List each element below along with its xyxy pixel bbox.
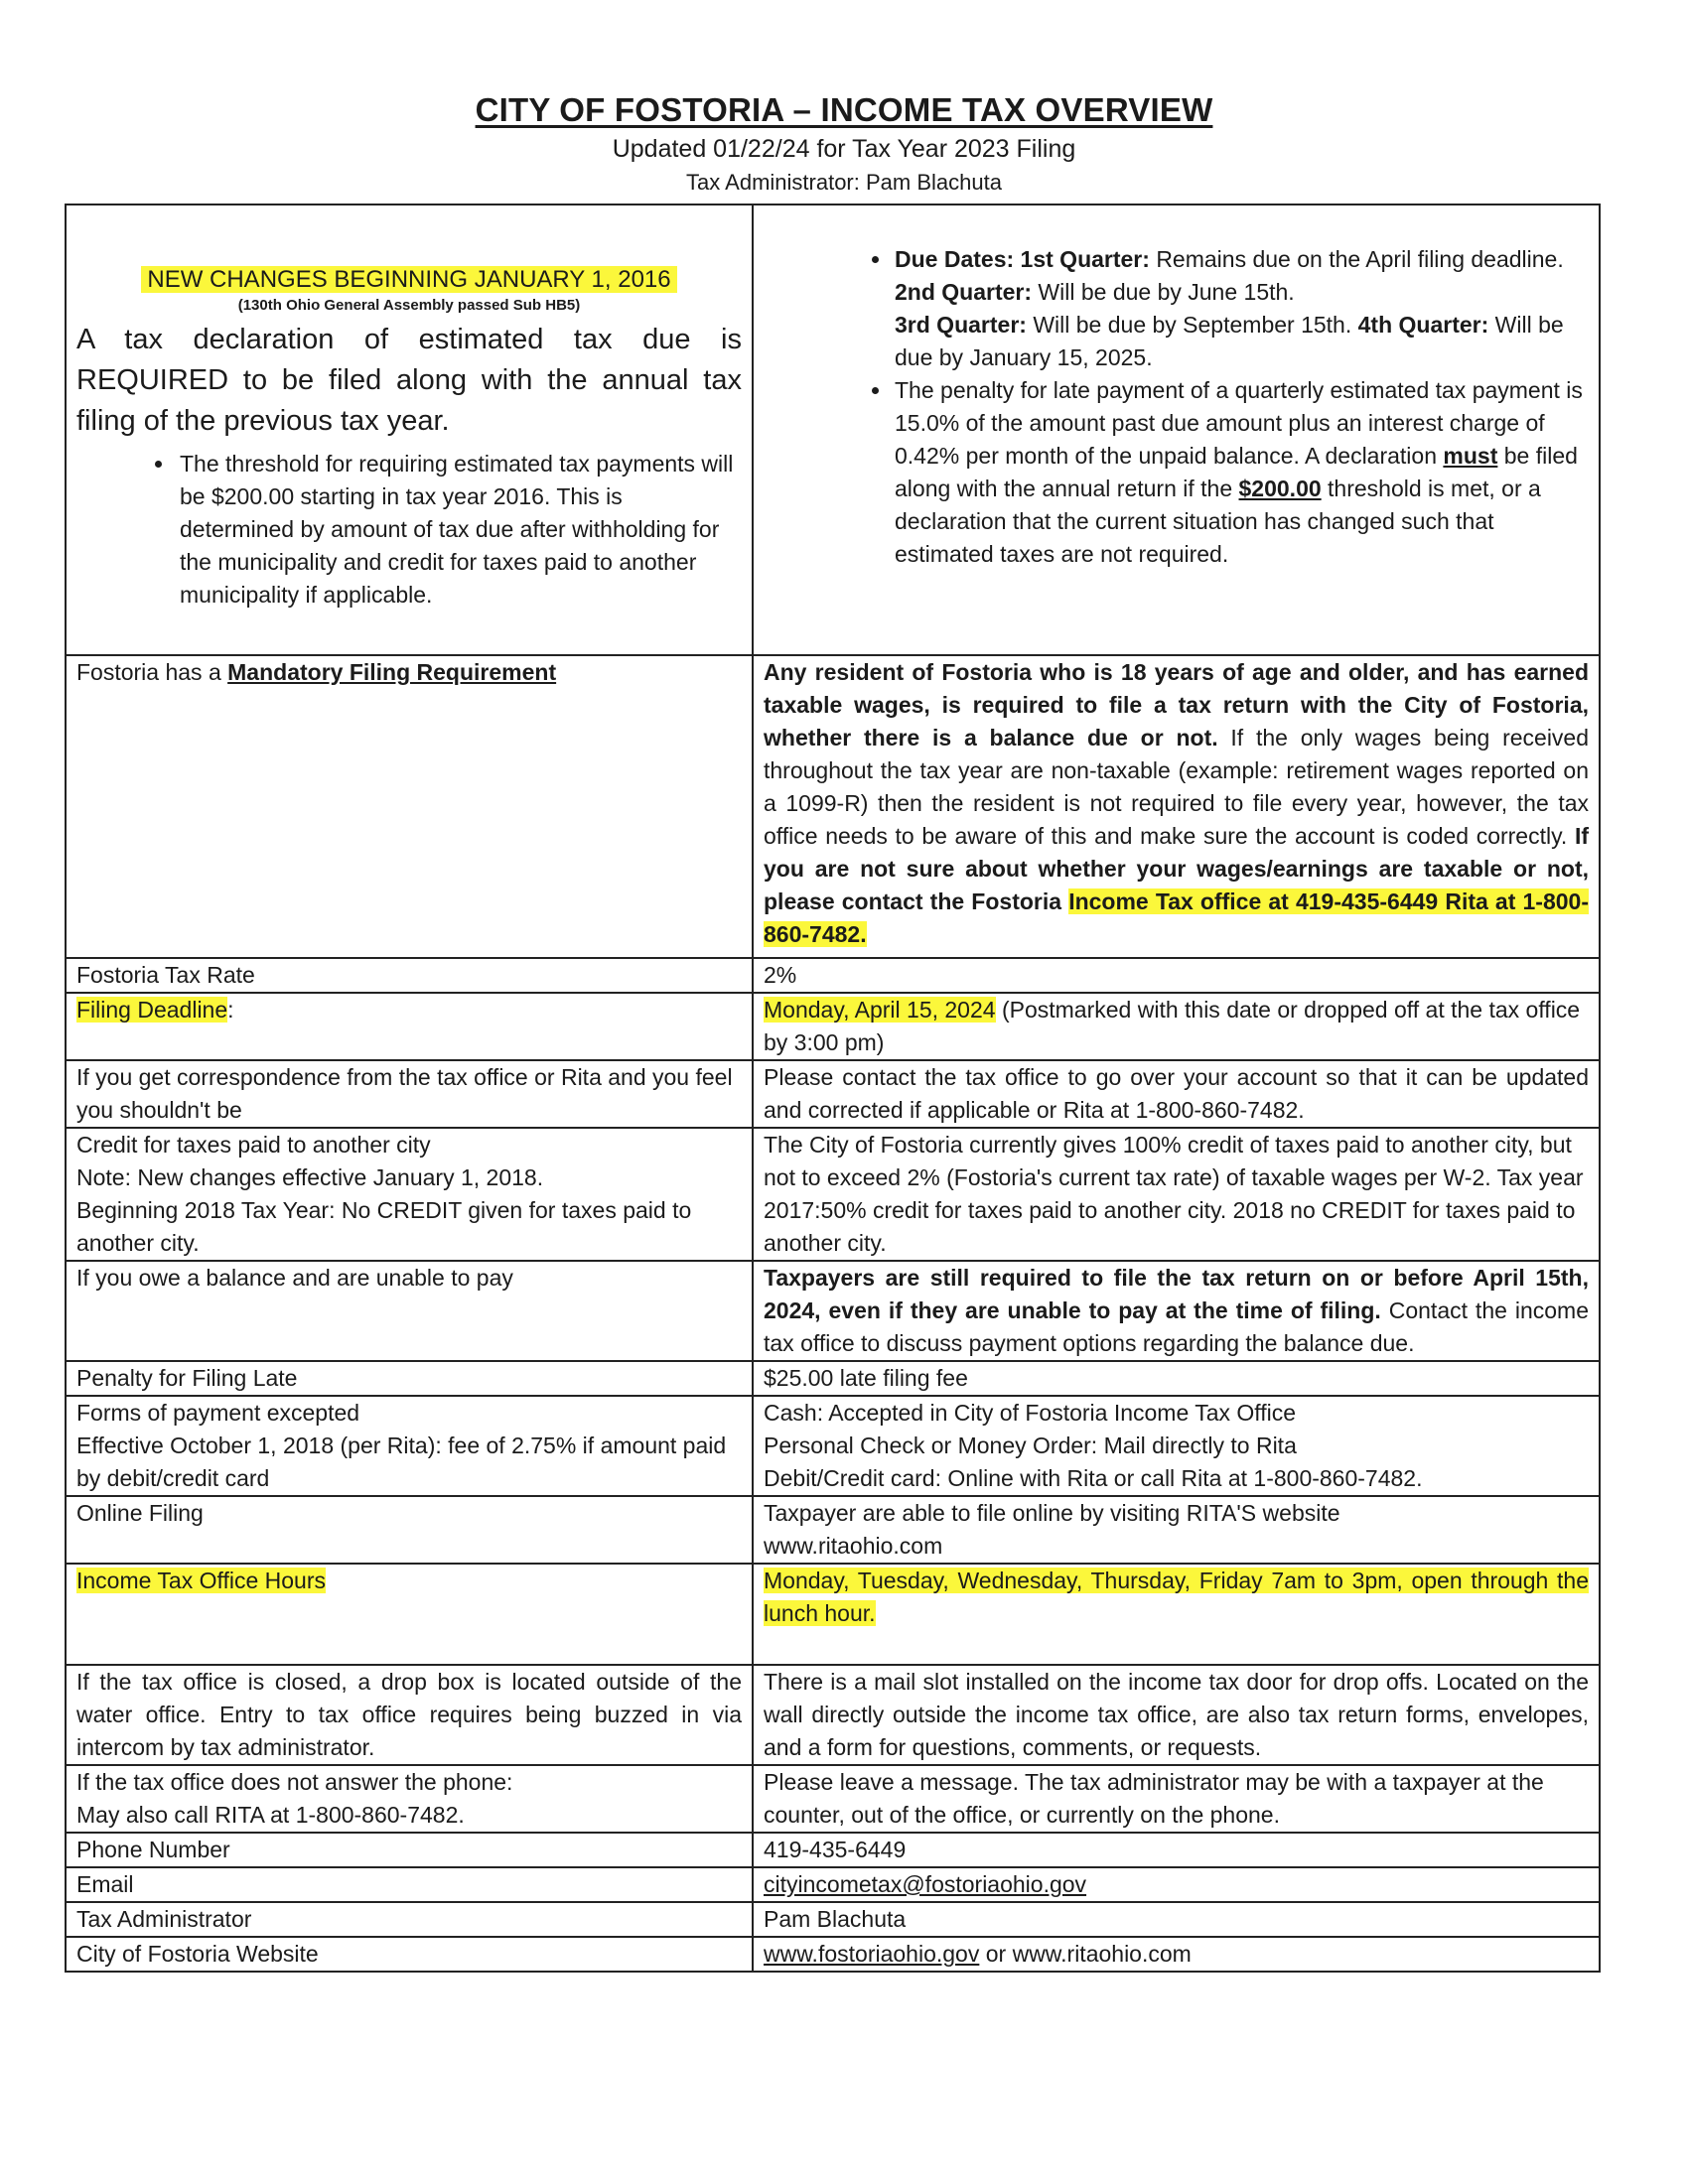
balance-value: Taxpayers are still required to file the tax return on or before April 15th, 2024, even if they are unable to pay at the time of filing. Contact the income tax office to discuss payment options regarding the balance due. xyxy=(753,1261,1600,1361)
rate-value: 2% xyxy=(753,958,1600,993)
mandatory-label: Fostoria has a xyxy=(76,659,221,685)
table-row-penalty xyxy=(66,1361,1600,1396)
table-row-online xyxy=(66,1496,1600,1564)
due-dates-list xyxy=(764,243,1589,571)
table-row-website: City of Fostoria Website www.fostoriaohio.gov or www.ritaohio.com xyxy=(66,1937,1600,1972)
phone-value: 419-435-6449 xyxy=(753,1833,1600,1867)
website-label: City of Fostoria Website xyxy=(66,1937,753,1972)
deadline-note: (Postmarked with this date or dropped off at the tax office by 3:00 pm) xyxy=(764,997,1581,1055)
table-row-hours xyxy=(66,1564,1600,1665)
contact-phone-highlight: Income Tax office at 419-435-6449 Rita at 1-800-860-7482. xyxy=(764,888,1589,947)
email-link[interactable]: cityincometax@fostoriaohio.gov xyxy=(764,1871,1087,1897)
administrator-value: Pam Blachuta xyxy=(753,1902,1600,1937)
closed-label: If the tax office is closed, a drop box is located outside of the water office. Entry to tax office requires being buzzed in via intercom by tax administrator. xyxy=(66,1665,753,1765)
page-subtitle: Updated 01/22/24 for Tax Year 2023 Filing xyxy=(612,135,1076,163)
deadline-label: Filing Deadline xyxy=(76,997,228,1023)
administrator-label: Tax Administrator xyxy=(66,1902,753,1937)
tax-overview-table xyxy=(65,204,1601,1973)
hours-label: Income Tax Office Hours xyxy=(76,1568,326,1593)
table-row-changes xyxy=(66,205,1600,655)
table-row-mandatory xyxy=(66,655,1600,958)
fostoria-website-link[interactable]: www.fostoriaohio.gov xyxy=(764,1941,980,1967)
phone-answer-label: If the tax office does not answer the phone: May also call RITA at 1-800-860-7482. xyxy=(66,1765,753,1833)
rate-label: Fostoria Tax Rate xyxy=(66,958,753,993)
mandatory-filing-link: Mandatory Filing Requirement xyxy=(227,659,557,685)
table-row-rate xyxy=(66,958,1600,993)
due-dates-bullet: • Due Dates: 1st Quarter: Remains due on the April filing deadline. 2nd Quarter: Will be due by June 15th. 3rd Quarter: Will be due by September 15th. 4th Quarter: Will be due by January 15, 2025. xyxy=(893,243,1589,374)
payment-value: Cash: Accepted in City of Fostoria Income Tax Office Personal Check or Money Order: Mail directly to Rita Debit/Credit card: Online with Rita or call Rita at 1-800-860-7482. xyxy=(753,1396,1600,1496)
late-payment-bullet: • The penalty for late payment of a quarterly estimated tax payment is 15.0% of the amount past due amount plus an interest charge of 0.42% per month of the unpaid balance. A declaration must be filed along with the annual return if the $200.00 threshold is met, or a declaration that the current situation has changed such that estimated taxes are not required. xyxy=(893,374,1589,571)
assembly-note: (130th Ohio General Assembly passed Sub HB5) xyxy=(237,297,581,314)
phone-label: Phone Number xyxy=(66,1833,753,1867)
hours-value: Monday, Tuesday, Wednesday, Thursday, Friday 7am to 3pm, open through the lunch hour. xyxy=(764,1568,1589,1626)
closed-value: There is a mail slot installed on the income tax door for drop offs. Located on the wall directly outside the income tax office, are also tax return forms, envelopes, and a form for questions, comments, or requests. xyxy=(753,1665,1600,1765)
table-row-phone-answer xyxy=(66,1765,1600,1833)
credit-label: Credit for taxes paid to another city Note: New changes effective January 1, 2018. Beginning 2018 Tax Year: No CREDIT given for taxes paid to another city. xyxy=(66,1128,753,1261)
table-row-correspondence xyxy=(66,1060,1600,1128)
changes-cell xyxy=(66,205,753,655)
rita-website-link[interactable]: www.ritaohio.com xyxy=(1012,1941,1192,1967)
threshold-list xyxy=(76,448,742,612)
online-label: Online Filing xyxy=(66,1496,753,1564)
due-dates-cell xyxy=(753,205,1600,655)
deadline-date: Monday, April 15, 2024 xyxy=(764,997,996,1023)
administrator-line: Tax Administrator: Pam Blachuta xyxy=(686,170,1002,195)
phone-answer-value: Please leave a message. The tax administrator may be with a taxpayer at the counter, out of the office, or currently on the phone. xyxy=(753,1765,1600,1833)
table-row-closed xyxy=(66,1665,1600,1765)
table-row-administrator xyxy=(66,1902,1600,1937)
table-row-phone xyxy=(66,1833,1600,1867)
table-row-balance xyxy=(66,1261,1600,1361)
declaration-text: A tax declaration of estimated tax due is REQUIRED to be filed along with the annual tax filing of the previous tax year. xyxy=(76,324,742,437)
penalty-value: $25.00 late filing fee xyxy=(753,1361,1600,1396)
rita-website-text: www.ritaohio.com xyxy=(764,1533,943,1559)
document-header xyxy=(0,91,1688,196)
penalty-label: Penalty for Filing Late xyxy=(66,1361,753,1396)
correspondence-value: Please contact the tax office to go over your account so that it can be updated and corrected if applicable or Rita at 1-800-860-7482. xyxy=(753,1060,1600,1128)
page-title: CITY OF FOSTORIA – INCOME TAX OVERVIEW xyxy=(475,91,1213,128)
credit-value: The City of Fostoria currently gives 100% credit of taxes paid to another city, but not to exceed 2% (Fostoria's current tax rate) of taxable wages per W-2. Tax year 2017:50% credit for taxes paid to another city. 2018 no CREDIT for taxes paid to another city. xyxy=(753,1128,1600,1261)
table-row-credit xyxy=(66,1128,1600,1261)
correspondence-label: If you get correspondence from the tax office or Rita and you feel you shouldn't be xyxy=(66,1060,753,1128)
table-row-email xyxy=(66,1867,1600,1902)
payment-label: Forms of payment excepted Effective October 1, 2018 (per Rita): fee of 2.75% if amount paid by debit/credit card xyxy=(66,1396,753,1496)
online-value: Taxpayer are able to file online by visiting RITA'S website www.ritaohio.com xyxy=(753,1496,1600,1564)
balance-label: If you owe a balance and are unable to pay xyxy=(66,1261,753,1361)
table-row-deadline: Filing Deadline: Monday, April 15, 2024 (Postmarked with this date or dropped off at the tax office by 3:00 pm) xyxy=(66,993,1600,1060)
mandatory-description: Any resident of Fostoria who is 18 years of age and older, and has earned taxable wages, is required to file a tax return with the City of Fostoria, whether there is a balance due or not. If the only wages being received throughout the tax year are non-taxable (example: retirement wages reported on a 1099-R) then the resident is not required to file every year, however, the tax office needs to be aware of this and make sure the account is coded correctly. If you are not sure about whether your wages/earnings are taxable or not, please contact the Fostoria Income Tax office at 419-435-6449 Rita at 1-800-860-7482. xyxy=(753,655,1600,958)
email-label: Email xyxy=(66,1867,753,1902)
table-row-payment xyxy=(66,1396,1600,1496)
threshold-bullet: • The threshold for requiring estimated tax payments will be $200.00 starting in tax year 2016. This is determined by amount of tax due after withholding for the municipality and credit for taxes paid to another municipality if applicable. xyxy=(176,448,742,612)
changes-title: NEW CHANGES BEGINNING JANUARY 1, 2016 xyxy=(141,266,676,293)
